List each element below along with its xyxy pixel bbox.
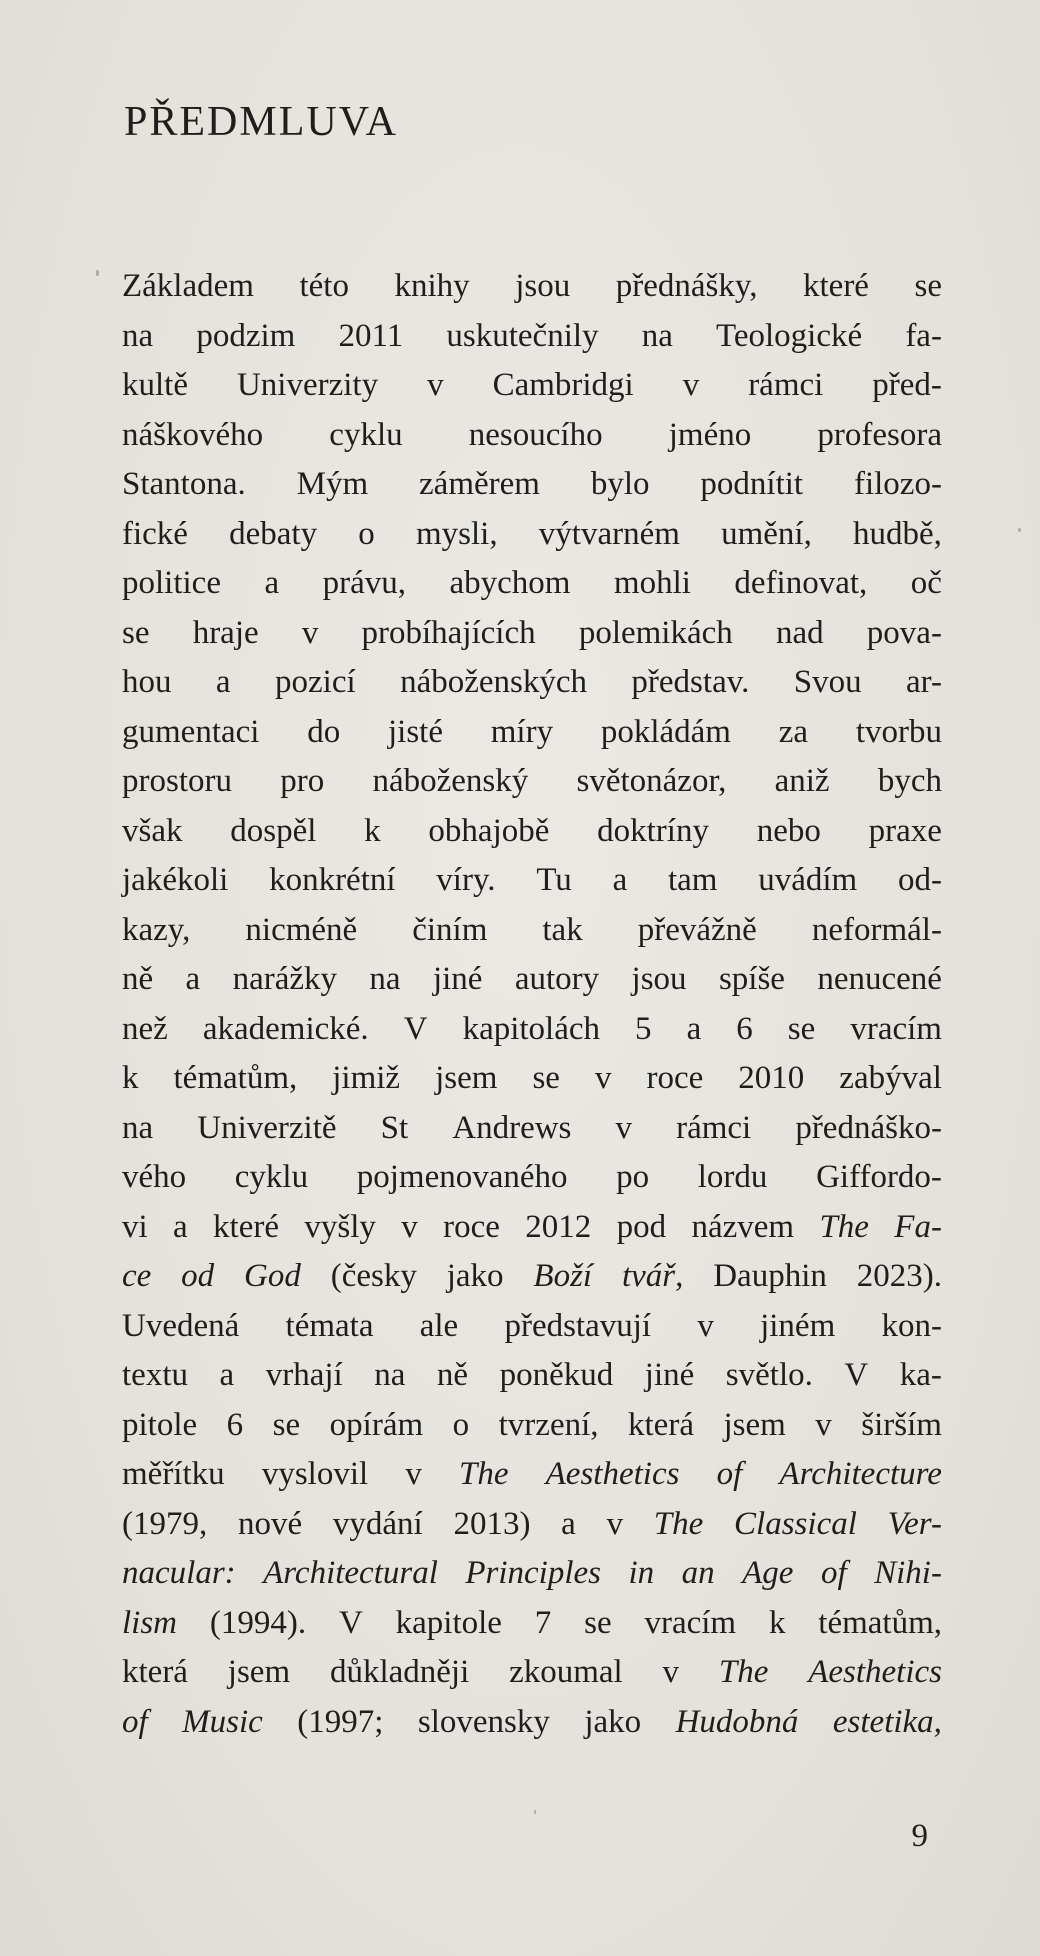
word: činím <box>412 911 488 948</box>
word: podzim <box>196 317 296 354</box>
word: probíhajících <box>361 614 536 651</box>
word: vydání <box>332 1505 423 1542</box>
word: měřítku <box>122 1456 225 1492</box>
word: 6 <box>736 1010 753 1047</box>
text-line <box>122 807 942 857</box>
paper-speck <box>1018 528 1021 532</box>
word: gumentaci <box>122 713 260 750</box>
text-line <box>122 1599 942 1649</box>
word: bylo <box>590 466 650 502</box>
word: lordu <box>697 1159 768 1195</box>
word: podnítit <box>700 466 804 502</box>
word: an <box>681 1555 715 1591</box>
word: pojmenovaného <box>356 1159 568 1195</box>
word: od <box>181 1258 215 1294</box>
text-line <box>122 1153 942 1203</box>
word: The <box>718 1654 769 1690</box>
word: před- <box>872 367 942 403</box>
word: tématům, <box>173 1060 298 1096</box>
page-number: 9 <box>911 1818 928 1854</box>
word: The <box>653 1505 704 1542</box>
word: hraje <box>192 614 259 651</box>
word: obhajobě <box>428 812 550 849</box>
word: Teologické <box>716 317 863 354</box>
text-line <box>122 1648 942 1698</box>
word: rámci <box>748 367 824 403</box>
word: tvorbu <box>855 713 942 750</box>
word: ně <box>436 1357 469 1393</box>
word: definovat, <box>734 565 868 601</box>
word: a <box>173 1208 188 1245</box>
paper-speck <box>96 270 99 276</box>
word: v <box>594 1060 612 1096</box>
word: Andrews <box>452 1109 572 1146</box>
chapter-title: PŘEDMLUVA <box>124 99 398 145</box>
word: 2010 <box>738 1060 805 1096</box>
word: mohli <box>613 565 691 601</box>
word: vrhají <box>265 1357 343 1393</box>
word: vracím <box>850 1010 942 1047</box>
word: filozo- <box>853 466 942 502</box>
word: se <box>787 1010 816 1047</box>
word: představují <box>504 1307 652 1344</box>
word: 2013) <box>453 1505 531 1542</box>
word: vého <box>122 1159 187 1195</box>
text-line <box>122 708 942 758</box>
word: Univerzitě <box>197 1109 337 1146</box>
word: Nihi- <box>874 1555 942 1591</box>
word: pro <box>280 763 325 799</box>
word: umění, <box>721 515 812 552</box>
word: Architectural <box>263 1555 438 1591</box>
word: a <box>215 664 231 700</box>
word: přednáško- <box>795 1109 942 1146</box>
word: ce <box>122 1258 152 1294</box>
text-line <box>122 312 942 362</box>
word: právu, <box>322 565 406 601</box>
word: jméno <box>668 416 752 453</box>
word: Ver- <box>887 1505 942 1542</box>
word: profesora <box>817 416 942 453</box>
text-line <box>122 955 942 1005</box>
word: a <box>219 1357 235 1393</box>
text-line <box>122 1401 942 1451</box>
text-line <box>122 1005 942 1055</box>
word: cyklu <box>329 416 403 453</box>
word: důkladněji <box>329 1654 470 1690</box>
word: knihy <box>394 268 470 304</box>
word: které <box>213 1208 279 1245</box>
word: na <box>369 961 401 997</box>
word: témata <box>285 1307 374 1344</box>
word: spíše <box>718 961 785 997</box>
word: tvrzení, <box>498 1406 599 1443</box>
word: vyslovil <box>261 1456 369 1492</box>
word: kapitole <box>395 1604 502 1641</box>
word: 2011 <box>338 317 404 354</box>
word: se <box>532 1060 560 1096</box>
text-line <box>122 559 942 609</box>
word: jiné <box>432 961 483 997</box>
text-line <box>122 906 942 956</box>
word: se <box>584 1604 612 1641</box>
word: se <box>272 1406 301 1443</box>
word: přednášky, <box>615 268 758 304</box>
word: ar- <box>906 664 942 700</box>
word: dospěl <box>230 812 317 849</box>
word: Age <box>742 1555 794 1591</box>
word: jimiž <box>332 1060 401 1096</box>
word: nicméně <box>245 911 358 948</box>
paper-speck <box>534 1810 536 1814</box>
word: 2023). <box>856 1258 942 1294</box>
word: kon- <box>881 1307 942 1344</box>
word: (1994). <box>209 1604 307 1641</box>
word: náboženský <box>372 763 529 799</box>
word: autory <box>514 961 600 997</box>
word: mysli, <box>415 515 498 552</box>
word: a <box>561 1505 576 1542</box>
word: nenucené <box>817 961 942 997</box>
word: konkrétní <box>269 862 396 898</box>
word: a <box>264 565 280 601</box>
text-line <box>122 411 942 461</box>
word: in <box>628 1555 655 1591</box>
word: ně <box>122 961 154 997</box>
word: v <box>615 1109 632 1146</box>
word: náboženských <box>400 664 587 700</box>
word: tam <box>667 862 718 898</box>
text-line <box>122 510 942 560</box>
word: kazy, <box>122 911 191 948</box>
word: pokládám <box>600 713 731 750</box>
word: abychom <box>449 565 571 601</box>
word: 6 <box>226 1406 244 1443</box>
word: textu <box>122 1357 188 1393</box>
word: St <box>380 1109 409 1146</box>
text-line <box>122 658 942 708</box>
word: of <box>122 1703 148 1740</box>
word: v <box>682 367 700 403</box>
word: na <box>641 317 673 354</box>
word: polemikách <box>578 614 733 651</box>
word: (česky <box>330 1258 417 1294</box>
word: Univerzity <box>236 367 379 403</box>
word: náškového <box>122 416 264 453</box>
text-line <box>122 262 942 312</box>
word: hudbě, <box>853 515 942 552</box>
word: ale <box>419 1307 459 1344</box>
word: jakékoli <box>122 862 229 898</box>
word: estetika, <box>832 1703 942 1740</box>
text-line <box>122 757 942 807</box>
word: za <box>778 713 809 750</box>
word: tak <box>542 911 583 948</box>
word: které <box>803 268 869 304</box>
text-line <box>122 609 942 659</box>
word: jsou <box>631 961 687 997</box>
word: Aesthetics <box>545 1456 680 1492</box>
word: Uvedená <box>122 1307 240 1344</box>
word: slovensky <box>417 1703 550 1740</box>
word: na <box>122 317 154 354</box>
word: zabýval <box>839 1060 942 1096</box>
word: širším <box>861 1406 942 1443</box>
word: představ. <box>631 664 750 700</box>
text-line <box>122 1500 942 1550</box>
word: jako <box>584 1703 642 1740</box>
word: nacular: <box>122 1555 236 1591</box>
word: doktríny <box>597 812 709 849</box>
word: tématům, <box>818 1604 942 1641</box>
word: vyšly <box>304 1208 376 1245</box>
word: zkoumal <box>509 1654 623 1690</box>
word: jiném <box>760 1307 836 1344</box>
word: politice <box>122 565 221 601</box>
word: neformál- <box>811 911 942 948</box>
word: poněkud <box>499 1357 614 1393</box>
word: Dauphin <box>713 1258 827 1294</box>
word: která <box>628 1406 694 1443</box>
word: světlo. <box>725 1357 813 1393</box>
word: a <box>612 862 628 898</box>
word: nesoucího <box>468 416 603 453</box>
word: výtvarném <box>538 515 680 552</box>
word: jisté <box>387 713 443 750</box>
word: a <box>686 1010 702 1047</box>
word: této <box>299 268 349 304</box>
word: debaty <box>229 515 318 552</box>
text-line <box>122 1549 942 1599</box>
word: ka- <box>899 1357 942 1393</box>
word: rámci <box>676 1109 752 1146</box>
word: jiné <box>644 1357 695 1393</box>
word: Aesthetics <box>808 1654 942 1690</box>
word: k <box>364 812 381 849</box>
word: na <box>374 1357 406 1393</box>
text-line <box>122 1252 942 1302</box>
word: jsem <box>435 1060 498 1096</box>
word: kapitolách <box>462 1010 601 1047</box>
word: of <box>820 1555 847 1591</box>
text-line <box>122 1203 942 1253</box>
word: v <box>405 1456 422 1492</box>
word: Architecture <box>779 1456 942 1492</box>
word: v <box>401 1208 418 1245</box>
word: Základem <box>122 268 254 304</box>
word: o <box>358 515 375 552</box>
word: vi <box>122 1208 148 1245</box>
word: bych <box>877 763 942 799</box>
word: než <box>122 1010 168 1047</box>
word: V <box>403 1010 428 1047</box>
word: Cambridgi <box>492 367 634 403</box>
word: kultě <box>122 367 188 403</box>
word: do <box>307 713 341 750</box>
word: názvem <box>691 1208 795 1245</box>
word: nové <box>237 1505 303 1542</box>
word: nad <box>775 614 824 651</box>
word: V <box>338 1604 363 1641</box>
word: The <box>458 1456 509 1492</box>
word: of <box>716 1456 743 1492</box>
word: oč <box>910 565 942 601</box>
word: 7 <box>534 1604 552 1641</box>
word: Boží <box>533 1258 593 1294</box>
word: záměrem <box>419 466 540 502</box>
word: Principles <box>465 1555 602 1591</box>
word: fické <box>122 515 188 552</box>
text-line <box>122 1104 942 1154</box>
word: v <box>301 614 319 651</box>
word: 2012 <box>525 1208 592 1245</box>
text-line <box>122 1698 942 1748</box>
text-line <box>122 1351 942 1401</box>
word: však <box>122 812 183 849</box>
word: víry. <box>436 862 496 898</box>
word: V <box>844 1357 869 1393</box>
word: jsem <box>227 1654 291 1690</box>
word: k <box>122 1060 139 1096</box>
word: v <box>662 1654 680 1690</box>
text-line <box>122 1450 942 1500</box>
word: pozicí <box>275 664 356 700</box>
word: jako <box>446 1258 504 1294</box>
word: uskutečnily <box>446 317 599 354</box>
word: Mým <box>296 466 369 502</box>
word: narážky <box>232 961 338 997</box>
word: akademické. <box>202 1010 369 1047</box>
word: která <box>122 1654 188 1690</box>
word: v <box>815 1406 832 1443</box>
text-line <box>122 361 942 411</box>
word: praxe <box>868 812 942 849</box>
body-text <box>122 262 942 1747</box>
word: uvádím <box>758 862 858 898</box>
word: The <box>819 1208 869 1245</box>
word: (1997; <box>297 1703 384 1740</box>
word: hou <box>122 664 172 700</box>
word: pitole <box>122 1406 198 1443</box>
word: se <box>122 614 150 651</box>
word: lism <box>122 1604 178 1641</box>
text-line <box>122 856 942 906</box>
word: vracím <box>644 1604 737 1641</box>
word: míry <box>490 713 554 750</box>
word: prostoru <box>122 763 232 799</box>
word: v <box>606 1505 624 1542</box>
word: 5 <box>635 1010 652 1047</box>
word: Giffordo- <box>816 1159 942 1195</box>
word: (1979, <box>122 1505 208 1542</box>
word: God <box>244 1258 301 1294</box>
word: k <box>768 1604 786 1641</box>
word: Fa- <box>894 1208 942 1245</box>
text-line <box>122 1054 942 1104</box>
word: pova- <box>866 614 942 651</box>
word: opírám <box>329 1406 424 1443</box>
word: Stantona. <box>122 466 246 502</box>
word: v <box>697 1307 714 1344</box>
word: nebo <box>756 812 821 849</box>
word: na <box>122 1109 154 1146</box>
word: roce <box>646 1060 704 1096</box>
word: cyklu <box>234 1159 309 1195</box>
word: Music <box>182 1703 263 1740</box>
word: jsou <box>515 268 571 304</box>
word: od- <box>897 862 942 898</box>
word: Tu <box>536 862 572 898</box>
word: světonázor, <box>576 763 727 799</box>
text-line <box>122 460 942 510</box>
word: fa- <box>905 317 942 354</box>
word: jsem <box>723 1406 786 1443</box>
word: tvář, <box>621 1258 684 1294</box>
word: Svou <box>793 664 862 700</box>
word: převážně <box>637 911 757 948</box>
word: Hudobná <box>675 1703 799 1740</box>
text-line <box>122 1302 942 1352</box>
word: Classical <box>734 1505 857 1542</box>
word: v <box>427 367 444 403</box>
word: aniž <box>774 763 830 799</box>
word: o <box>452 1406 470 1443</box>
word: po <box>616 1159 650 1195</box>
word: roce <box>443 1208 500 1245</box>
word: pod <box>616 1208 667 1245</box>
word: a <box>185 961 201 997</box>
word: se <box>914 268 942 304</box>
